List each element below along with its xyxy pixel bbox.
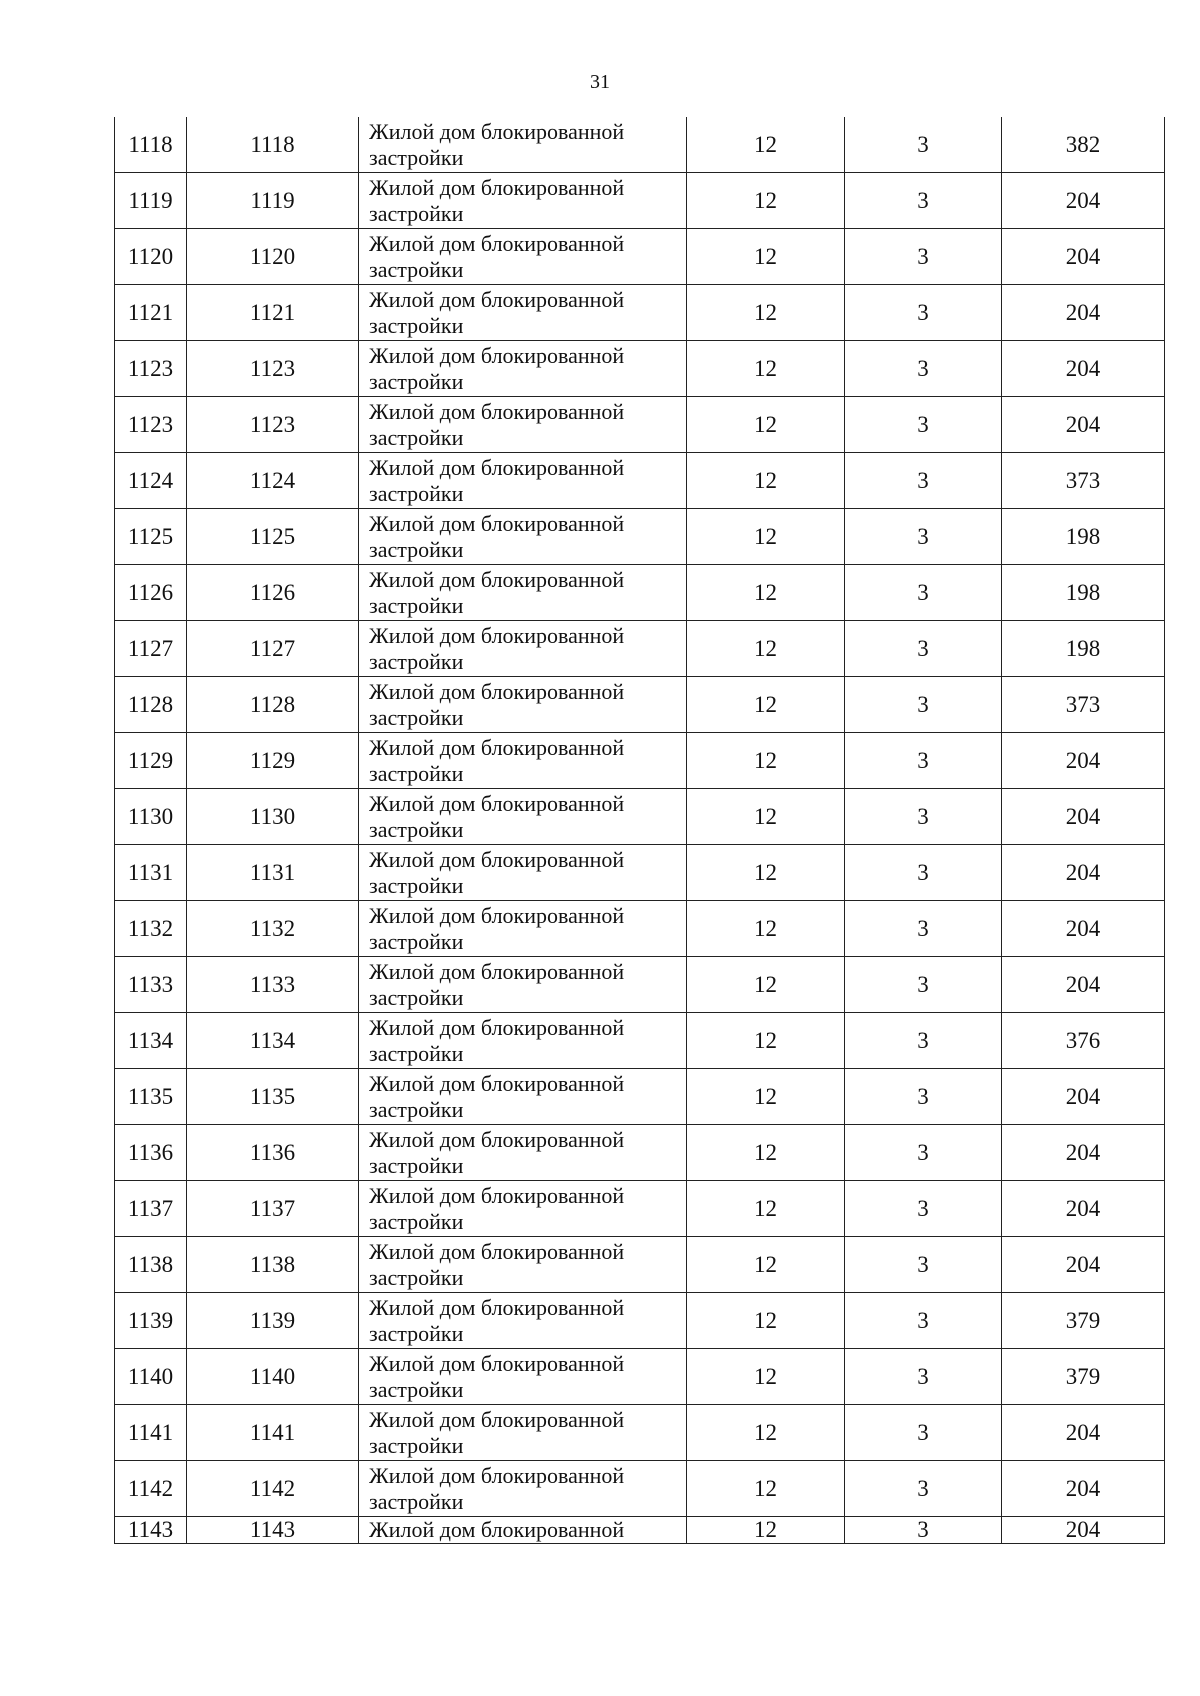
table-row bbox=[115, 1293, 1165, 1349]
area-cell: 204 bbox=[1002, 341, 1165, 397]
value-b-cell: 3 bbox=[845, 1461, 1002, 1517]
area-cell: 204 bbox=[1002, 229, 1165, 285]
description-cell: Жилой дом блокированной застройки bbox=[359, 1461, 687, 1517]
table-row bbox=[115, 845, 1165, 901]
value-b-cell: 3 bbox=[845, 1069, 1002, 1125]
object-number-cell: 1118 bbox=[187, 117, 359, 173]
description-cell: Жилой дом блокированной застройки bbox=[359, 397, 687, 453]
area-cell: 373 bbox=[1002, 677, 1165, 733]
row-number-cell: 1140 bbox=[115, 1349, 187, 1405]
value-b-cell: 3 bbox=[845, 845, 1002, 901]
description-cell: Жилой дом блокированной застройки bbox=[359, 621, 687, 677]
object-number-cell: 1130 bbox=[187, 789, 359, 845]
value-a-cell: 12 bbox=[687, 1293, 845, 1349]
object-number-cell: 1136 bbox=[187, 1125, 359, 1181]
object-number-cell: 1137 bbox=[187, 1181, 359, 1237]
value-a-cell: 12 bbox=[687, 957, 845, 1013]
description-cell: Жилой дом блокированной застройки bbox=[359, 1237, 687, 1293]
row-number-cell: 1125 bbox=[115, 509, 187, 565]
description-cell: Жилой дом блокированной застройки bbox=[359, 957, 687, 1013]
object-number-cell: 1138 bbox=[187, 1237, 359, 1293]
object-number-cell: 1123 bbox=[187, 397, 359, 453]
row-number-cell: 1136 bbox=[115, 1125, 187, 1181]
description-cell: Жилой дом блокированной застройки bbox=[359, 1125, 687, 1181]
description-cell: Жилой дом блокированной застройки bbox=[359, 1405, 687, 1461]
area-cell: 376 bbox=[1002, 1013, 1165, 1069]
row-number-cell: 1120 bbox=[115, 229, 187, 285]
value-a-cell: 12 bbox=[687, 1349, 845, 1405]
table-row bbox=[115, 453, 1165, 509]
object-number-cell: 1128 bbox=[187, 677, 359, 733]
row-number-cell: 1118 bbox=[115, 117, 187, 173]
value-a-cell: 12 bbox=[687, 117, 845, 173]
area-cell: 379 bbox=[1002, 1349, 1165, 1405]
value-b-cell: 3 bbox=[845, 341, 1002, 397]
table-row bbox=[115, 285, 1165, 341]
row-number-cell: 1119 bbox=[115, 173, 187, 229]
description-cell: Жилой дом блокированной застройки bbox=[359, 1349, 687, 1405]
description-cell: Жилой дом блокированной застройки bbox=[359, 509, 687, 565]
table-row bbox=[115, 1349, 1165, 1405]
row-number-cell: 1131 bbox=[115, 845, 187, 901]
area-cell: 204 bbox=[1002, 1517, 1165, 1544]
row-number-cell: 1132 bbox=[115, 901, 187, 957]
description-cell: Жилой дом блокированной застройки bbox=[359, 1013, 687, 1069]
row-number-cell: 1126 bbox=[115, 565, 187, 621]
registry-table-body bbox=[115, 117, 1165, 1544]
value-b-cell: 3 bbox=[845, 901, 1002, 957]
row-number-cell: 1135 bbox=[115, 1069, 187, 1125]
area-cell: 204 bbox=[1002, 173, 1165, 229]
table-row bbox=[115, 621, 1165, 677]
value-b-cell: 3 bbox=[845, 453, 1002, 509]
description-cell: Жилой дом блокированной застройки bbox=[359, 1181, 687, 1237]
object-number-cell: 1133 bbox=[187, 957, 359, 1013]
value-a-cell: 12 bbox=[687, 285, 845, 341]
table-row bbox=[115, 565, 1165, 621]
value-b-cell: 3 bbox=[845, 1349, 1002, 1405]
table-row bbox=[115, 733, 1165, 789]
value-b-cell: 3 bbox=[845, 1125, 1002, 1181]
row-number-cell: 1127 bbox=[115, 621, 187, 677]
value-a-cell: 12 bbox=[687, 453, 845, 509]
value-b-cell: 3 bbox=[845, 789, 1002, 845]
area-cell: 379 bbox=[1002, 1293, 1165, 1349]
area-cell: 204 bbox=[1002, 1125, 1165, 1181]
description-cell: Жилой дом блокированной застройки bbox=[359, 733, 687, 789]
table-row bbox=[115, 397, 1165, 453]
object-number-cell: 1132 bbox=[187, 901, 359, 957]
value-b-cell: 3 bbox=[845, 1517, 1002, 1544]
object-number-cell: 1123 bbox=[187, 341, 359, 397]
value-a-cell: 12 bbox=[687, 1405, 845, 1461]
value-b-cell: 3 bbox=[845, 117, 1002, 173]
value-b-cell: 3 bbox=[845, 677, 1002, 733]
value-b-cell: 3 bbox=[845, 229, 1002, 285]
description-cell: Жилой дом блокированной застройки bbox=[359, 173, 687, 229]
row-number-cell: 1121 bbox=[115, 285, 187, 341]
row-number-cell: 1124 bbox=[115, 453, 187, 509]
value-a-cell: 12 bbox=[687, 789, 845, 845]
object-number-cell: 1135 bbox=[187, 1069, 359, 1125]
table-row bbox=[115, 509, 1165, 565]
value-b-cell: 3 bbox=[845, 1181, 1002, 1237]
object-number-cell: 1126 bbox=[187, 565, 359, 621]
page-number: 31 bbox=[590, 71, 610, 93]
value-a-cell: 12 bbox=[687, 565, 845, 621]
table-row bbox=[115, 901, 1165, 957]
value-a-cell: 12 bbox=[687, 509, 845, 565]
area-cell: 198 bbox=[1002, 565, 1165, 621]
area-cell: 204 bbox=[1002, 1069, 1165, 1125]
object-number-cell: 1139 bbox=[187, 1293, 359, 1349]
object-number-cell: 1127 bbox=[187, 621, 359, 677]
table-row bbox=[115, 173, 1165, 229]
row-number-cell: 1128 bbox=[115, 677, 187, 733]
value-a-cell: 12 bbox=[687, 1181, 845, 1237]
registry-table bbox=[114, 117, 1165, 1544]
row-number-cell: 1141 bbox=[115, 1405, 187, 1461]
value-a-cell: 12 bbox=[687, 397, 845, 453]
area-cell: 204 bbox=[1002, 957, 1165, 1013]
description-cell: Жилой дом блокированной застройки bbox=[359, 341, 687, 397]
value-b-cell: 3 bbox=[845, 1237, 1002, 1293]
description-cell: Жилой дом блокированной застройки bbox=[359, 677, 687, 733]
object-number-cell: 1121 bbox=[187, 285, 359, 341]
value-a-cell: 12 bbox=[687, 621, 845, 677]
object-number-cell: 1125 bbox=[187, 509, 359, 565]
area-cell: 198 bbox=[1002, 621, 1165, 677]
table-row bbox=[115, 341, 1165, 397]
value-b-cell: 3 bbox=[845, 397, 1002, 453]
value-a-cell: 12 bbox=[687, 677, 845, 733]
area-cell: 204 bbox=[1002, 733, 1165, 789]
row-number-cell: 1133 bbox=[115, 957, 187, 1013]
value-a-cell: 12 bbox=[687, 1069, 845, 1125]
table-row bbox=[115, 1069, 1165, 1125]
value-b-cell: 3 bbox=[845, 565, 1002, 621]
value-a-cell: 12 bbox=[687, 1461, 845, 1517]
value-a-cell: 12 bbox=[687, 1237, 845, 1293]
area-cell: 373 bbox=[1002, 453, 1165, 509]
value-b-cell: 3 bbox=[845, 1013, 1002, 1069]
value-a-cell: 12 bbox=[687, 1013, 845, 1069]
object-number-cell: 1124 bbox=[187, 453, 359, 509]
table-row bbox=[115, 957, 1165, 1013]
value-b-cell: 3 bbox=[845, 173, 1002, 229]
area-cell: 204 bbox=[1002, 397, 1165, 453]
value-b-cell: 3 bbox=[845, 733, 1002, 789]
table-row bbox=[115, 1237, 1165, 1293]
value-b-cell: 3 bbox=[845, 285, 1002, 341]
area-cell: 204 bbox=[1002, 901, 1165, 957]
description-cell: Жилой дом блокированной застройки bbox=[359, 565, 687, 621]
object-number-cell: 1120 bbox=[187, 229, 359, 285]
object-number-cell: 1141 bbox=[187, 1405, 359, 1461]
object-number-cell: 1134 bbox=[187, 1013, 359, 1069]
row-number-cell: 1143 bbox=[115, 1517, 187, 1544]
description-cell: Жилой дом блокированной застройки bbox=[359, 789, 687, 845]
table-row bbox=[115, 1181, 1165, 1237]
area-cell: 204 bbox=[1002, 1461, 1165, 1517]
value-a-cell: 12 bbox=[687, 173, 845, 229]
description-cell: Жилой дом блокированной застройки bbox=[359, 845, 687, 901]
table-row bbox=[115, 1461, 1165, 1517]
table-row bbox=[115, 1013, 1165, 1069]
table-row bbox=[115, 1405, 1165, 1461]
row-number-cell: 1123 bbox=[115, 341, 187, 397]
object-number-cell: 1142 bbox=[187, 1461, 359, 1517]
description-cell: Жилой дом блокированной застройки bbox=[359, 901, 687, 957]
table-row bbox=[115, 789, 1165, 845]
object-number-cell: 1140 bbox=[187, 1349, 359, 1405]
area-cell: 204 bbox=[1002, 845, 1165, 901]
area-cell: 382 bbox=[1002, 117, 1165, 173]
value-b-cell: 3 bbox=[845, 1293, 1002, 1349]
row-number-cell: 1134 bbox=[115, 1013, 187, 1069]
area-cell: 204 bbox=[1002, 285, 1165, 341]
table-row bbox=[115, 229, 1165, 285]
row-number-cell: 1129 bbox=[115, 733, 187, 789]
value-a-cell: 12 bbox=[687, 733, 845, 789]
description-cell: Жилой дом блокированной застройки bbox=[359, 1293, 687, 1349]
object-number-cell: 1131 bbox=[187, 845, 359, 901]
object-number-cell: 1143 bbox=[187, 1517, 359, 1544]
description-cell: Жилой дом блокированной застройки bbox=[359, 229, 687, 285]
value-a-cell: 12 bbox=[687, 1125, 845, 1181]
value-a-cell: 12 bbox=[687, 341, 845, 397]
table-row bbox=[115, 1517, 1165, 1544]
row-number-cell: 1142 bbox=[115, 1461, 187, 1517]
area-cell: 204 bbox=[1002, 1237, 1165, 1293]
table-row bbox=[115, 1125, 1165, 1181]
row-number-cell: 1130 bbox=[115, 789, 187, 845]
value-a-cell: 12 bbox=[687, 845, 845, 901]
area-cell: 204 bbox=[1002, 1405, 1165, 1461]
row-number-cell: 1138 bbox=[115, 1237, 187, 1293]
row-number-cell: 1137 bbox=[115, 1181, 187, 1237]
value-b-cell: 3 bbox=[845, 509, 1002, 565]
object-number-cell: 1119 bbox=[187, 173, 359, 229]
row-number-cell: 1123 bbox=[115, 397, 187, 453]
value-a-cell: 12 bbox=[687, 229, 845, 285]
description-cell: Жилой дом блокированной застройки bbox=[359, 1069, 687, 1125]
value-b-cell: 3 bbox=[845, 1405, 1002, 1461]
value-a-cell: 12 bbox=[687, 901, 845, 957]
area-cell: 198 bbox=[1002, 509, 1165, 565]
value-b-cell: 3 bbox=[845, 957, 1002, 1013]
description-cell: Жилой дом блокированной застройки bbox=[359, 117, 687, 173]
value-b-cell: 3 bbox=[845, 621, 1002, 677]
area-cell: 204 bbox=[1002, 1181, 1165, 1237]
object-number-cell: 1129 bbox=[187, 733, 359, 789]
description-cell: Жилой дом блокированной bbox=[359, 1517, 687, 1544]
description-cell: Жилой дом блокированной застройки bbox=[359, 453, 687, 509]
area-cell: 204 bbox=[1002, 789, 1165, 845]
table-row bbox=[115, 117, 1165, 173]
description-cell: Жилой дом блокированной застройки bbox=[359, 285, 687, 341]
value-a-cell: 12 bbox=[687, 1517, 845, 1544]
table-row bbox=[115, 677, 1165, 733]
row-number-cell: 1139 bbox=[115, 1293, 187, 1349]
